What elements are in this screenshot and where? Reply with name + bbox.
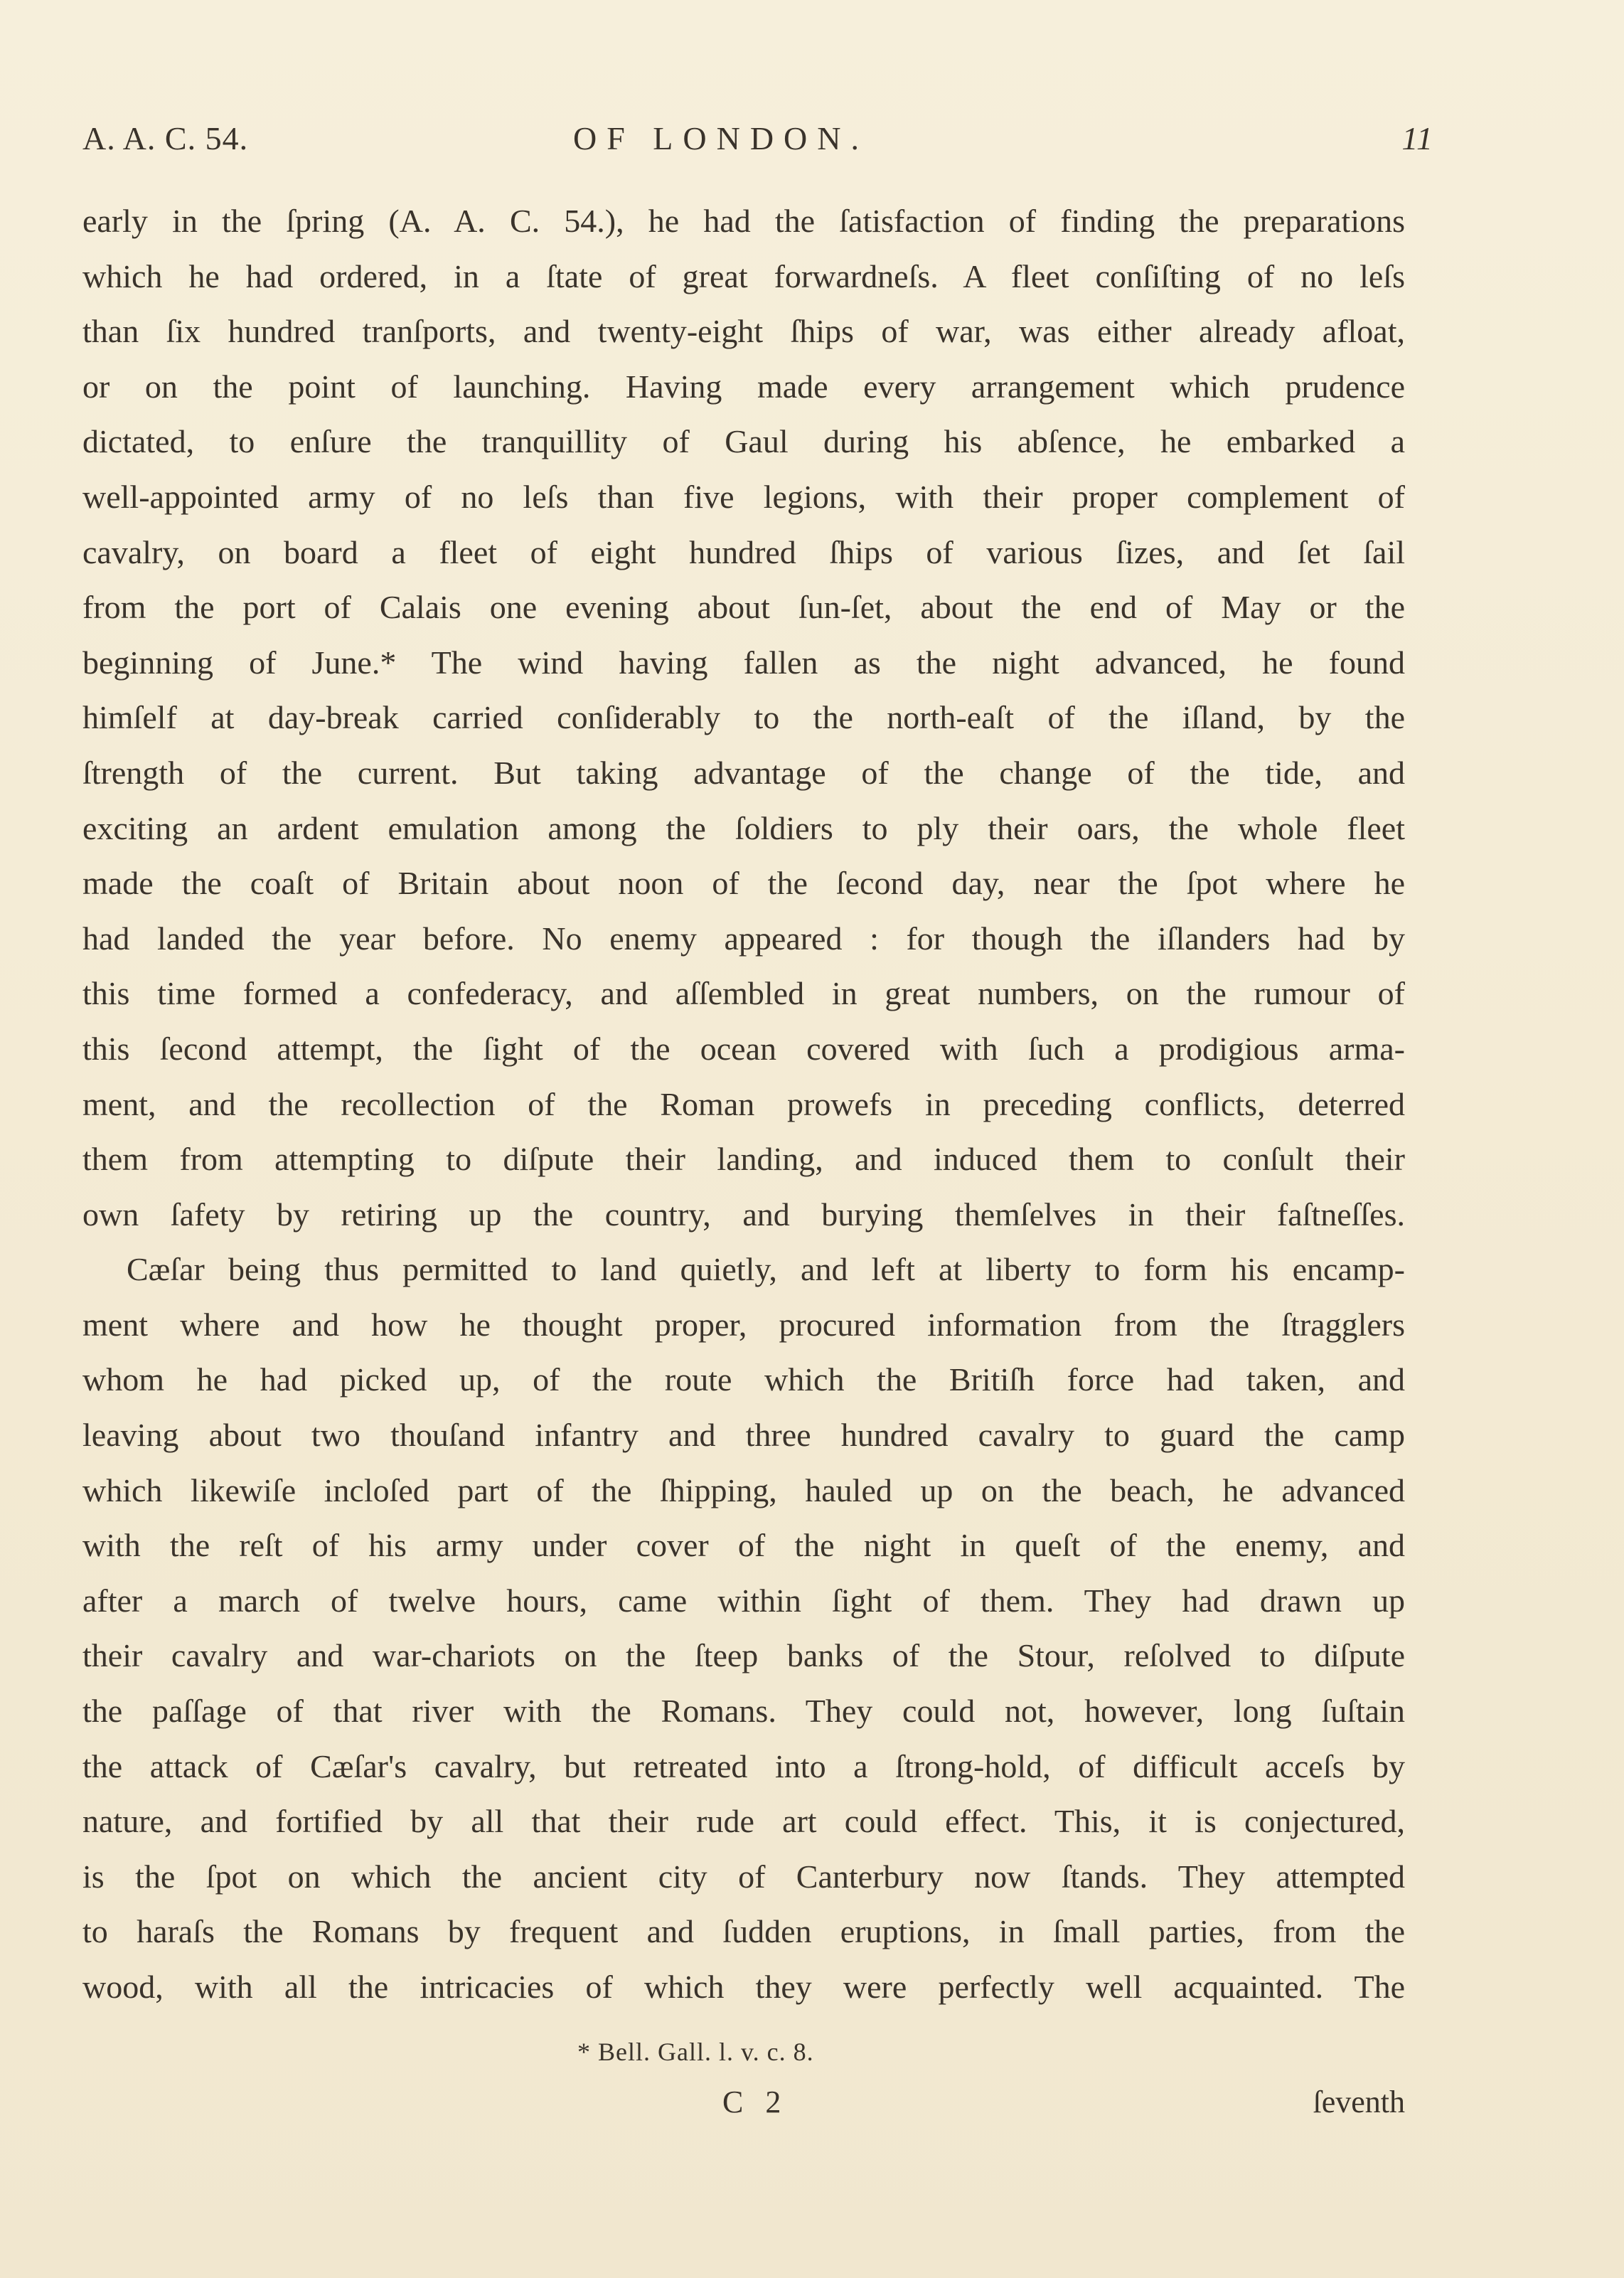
text-line: well-appointed army of no leſs than five legions, with their proper complement of [82, 478, 1405, 515]
text-line: wood, with all the intricacies of which they were perfectly well acquainted. The [82, 1969, 1405, 2005]
text-line: beginning of June.* The wind having fallen as the night advanced, he found [82, 644, 1405, 681]
paragraph-start-line: Cæſar being thus permitted to land quietly, and left at liberty to form his encamp- [127, 1251, 1405, 1288]
signature-mark: C 2 [722, 2085, 789, 2119]
text-line: own ſafety by retiring up the country, and burying themſelves in their faſtneſſes. [82, 1196, 1405, 1233]
text-line: this ſecond attempt, the ſight of the ocean covered with ſuch a prodigious arma- [82, 1030, 1405, 1067]
text-line: cavalry, on board a fleet of eight hundred ſhips of various ſizes, and ſet ſail [82, 533, 1405, 570]
header-title: OF LONDON. [573, 120, 869, 156]
text-line: the attack of Cæſar's cavalry, but retreated into a ſtrong-hold, of difficult acceſs by [82, 1747, 1405, 1784]
text-line: ment, and the recollection of the Roman prowefs in preceding conflicts, deterred [82, 1085, 1405, 1122]
text-line: their cavalry and war-chariots on the ſteep banks of the Stour, reſolved to diſpute [82, 1637, 1405, 1674]
text-line: to haraſs the Romans by frequent and ſudden eruptions, in ſmall parties, from the [82, 1913, 1405, 1950]
text-line: himſelf at day-break carried conſiderably to the north-eaſt of the iſland, by the [82, 699, 1405, 736]
page-footer [82, 2084, 1405, 2134]
text-line: nature, and fortified by all that their rude art could effect. This, it is conjectured, [82, 1803, 1405, 1840]
body-text [82, 193, 1405, 2015]
text-line: this time formed a confederacy, and aſſembled in great numbers, on the rumour of [82, 975, 1405, 1012]
text-line: leaving about two thouſand infantry and three hundred cavalry to guard the camp [82, 1417, 1405, 1454]
text-line: ſtrength of the current. But taking advantage of the change of the tide, and [82, 754, 1405, 791]
text-line: is the ſpot on which the ancient city of Canterbury now ſtands. They attempted [82, 1858, 1405, 1895]
running-header [82, 119, 1433, 162]
text-line: early in the ſpring (A. A. C. 54.), he had the ſatisfaction of finding the preparations [82, 203, 1405, 239]
text-line: exciting an ardent emulation among the ſoldiers to ply their oars, the whole fleet [82, 809, 1405, 846]
text-line: the paſſage of that river with the Romans. They could not, however, long ſuſtain [82, 1693, 1405, 1730]
text-line: which likewiſe incloſed part of the ſhipping, hauled up on the beach, he advanced [82, 1471, 1405, 1508]
footnote: * Bell. Gall. l. v. c. 8. [577, 2038, 814, 2066]
text-line: whom he had picked up, of the route which the Britiſh force had taken, and [82, 1361, 1405, 1398]
text-line: or on the point of launching. Having made every arrangement which prudence [82, 368, 1405, 405]
catchword: ſeventh [1313, 2085, 1405, 2119]
header-year: A. A. C. 54. [82, 120, 249, 156]
page-number: 11 [1401, 120, 1433, 156]
text-line: had landed the year before. No enemy appeared : for though the iſlanders had by [82, 920, 1405, 957]
text-line: dictated, to enſure the tranquillity of Gaul during his abſence, he embarked a [82, 423, 1405, 460]
text-line: after a march of twelve hours, came within ſight of them. They had drawn up [82, 1582, 1405, 1619]
text-line: them from attempting to diſpute their landing, and induced them to conſult their [82, 1141, 1405, 1178]
text-line: which he had ordered, in a ſtate of great forwardneſs. A fleet conſiſting of no leſs [82, 257, 1405, 294]
text-line: than ſix hundred tranſports, and twenty-eight ſhips of war, was either already afloat, [82, 313, 1405, 350]
text-line: with the reſt of his army under cover of the night in queſt of the enemy, and [82, 1527, 1405, 1564]
text-line: ment where and how he thought proper, procured information from the ſtragglers [82, 1306, 1405, 1343]
text-line: from the port of Calais one evening about ſun-ſet, about the end of May or the [82, 589, 1405, 626]
text-line: made the coaſt of Britain about noon of the ſecond day, near the ſpot where he [82, 865, 1405, 902]
